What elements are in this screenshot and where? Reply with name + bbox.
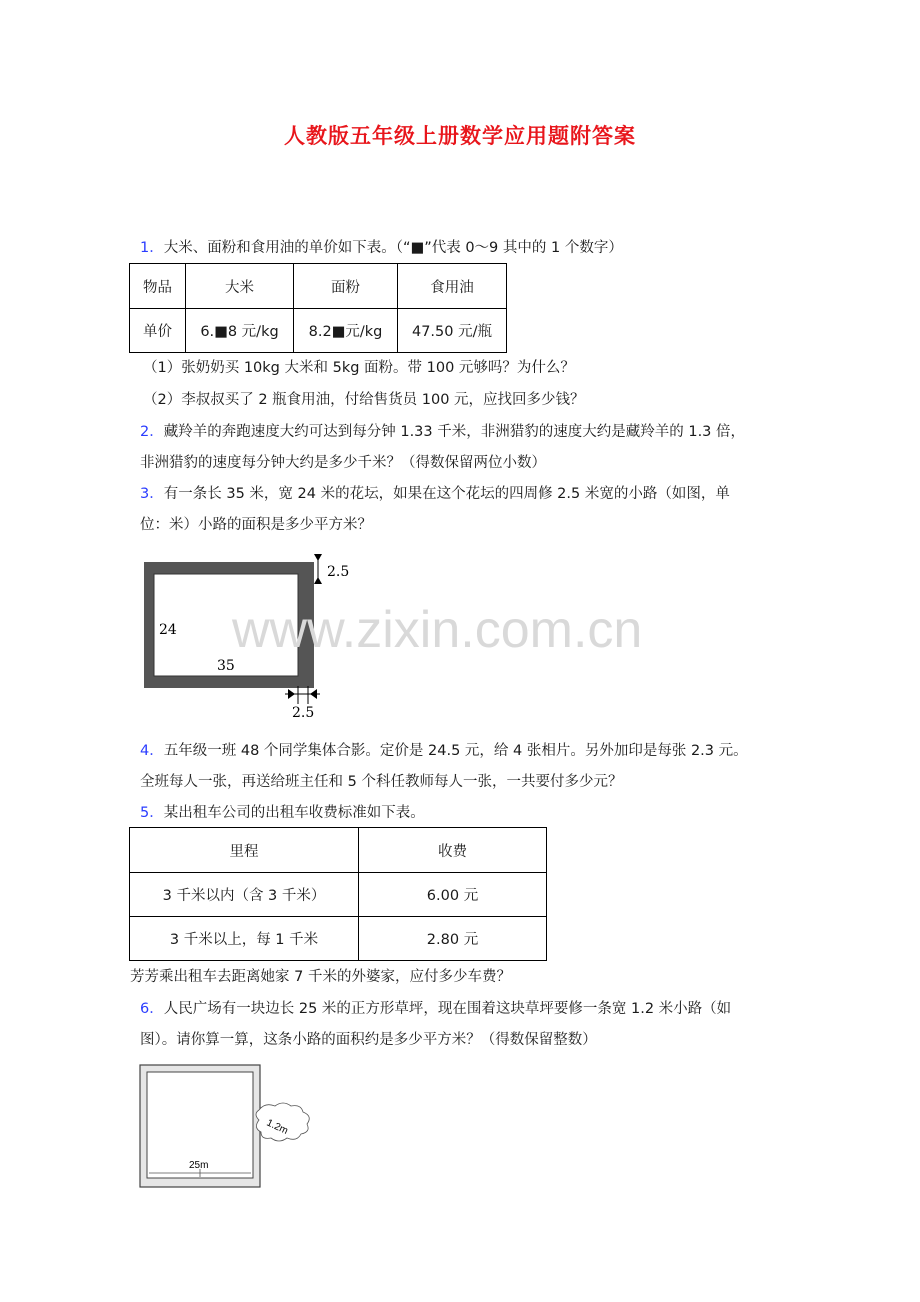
- question-text-continued: 全班每人一张，再送给班主任和 5 个科任教师每人一张，一共要付多少元？: [140, 774, 623, 790]
- question-number: 2．: [140, 424, 164, 440]
- question-4: [140, 741, 748, 761]
- table-cell: 3 千米以内（含 3 千米）: [130, 873, 359, 917]
- side-gap-label: 2.5: [292, 705, 315, 721]
- question-1: [140, 238, 623, 258]
- table-header-cell: 食用油: [398, 264, 507, 309]
- table-cell: 单价: [130, 309, 186, 353]
- sub-question-2: （2）李叔叔买了 2 瓶食用油，付给售货员 100 元，应找回多少钱？: [143, 392, 585, 408]
- table-header-cell: 大米: [186, 264, 294, 309]
- table-cell: 2.80 元: [359, 917, 547, 961]
- question-2: [140, 422, 745, 442]
- top-gap-label: 2.5: [327, 564, 350, 580]
- arrow-down-icon: [314, 554, 322, 561]
- question-5: [140, 803, 425, 823]
- lawn-path-figure: [135, 1060, 325, 1195]
- question-number: 4．: [140, 743, 164, 759]
- table-cell: 3 千米以上，每 1 千米: [130, 917, 359, 961]
- question-number: 1．: [140, 240, 164, 256]
- table-header-cell: 物品: [130, 264, 186, 309]
- question-number: 5．: [140, 805, 164, 821]
- question-text: 五年级一班 48 个同学集体合影。定价是 24.5 元，给 4 张相片。另外加印是每张 2.3 元。: [163, 743, 748, 759]
- arrow-up-icon: [314, 577, 322, 584]
- question-text: 人民广场有一块边长 25 米的正方形草坪，现在围着这块草坪要修一条宽 1.2 米小路（如: [163, 1001, 732, 1017]
- table-cell: 47.50 元/瓶: [398, 309, 507, 353]
- question-text: 有一条长 35 米，宽 24 米的花坛，如果在这个花坛的四周修 2.5 米宽的小路（如图，单: [163, 486, 730, 502]
- question-text: 藏羚羊的奔跑速度大约可达到每分钟 1.33 千米，非洲猎豹的速度大约是藏羚羊的 1.3 倍，: [163, 424, 746, 440]
- table-header-cell: 面粉: [294, 264, 398, 309]
- arrow-right-icon: [288, 689, 295, 699]
- question-number: 6．: [140, 1001, 164, 1017]
- width-label: 35: [217, 658, 235, 674]
- arrow-left-icon: [310, 689, 317, 699]
- page-title: 人教版五年级上册数学应用题附答案: [284, 124, 636, 148]
- table-cell: 6.00 元: [359, 873, 547, 917]
- question-3: [140, 484, 730, 504]
- question-followup: 芳芳乘出租车去距离她家 7 千米的外婆家，应付多少车费？: [130, 969, 511, 985]
- question-text: 大米、面粉和食用油的单价如下表。（“■”代表 0～9 其中的 1 个数字）: [163, 240, 623, 256]
- price-table: [129, 263, 507, 353]
- table-header-cell: 里程: [130, 828, 359, 873]
- question-6: [140, 999, 731, 1019]
- question-text: 某出租车公司的出租车收费标准如下表。: [163, 805, 425, 821]
- table-cell: 6.■8 元/kg: [186, 309, 294, 353]
- table-cell: 8.2■元/kg: [294, 309, 398, 353]
- watermark: www.zixin.com.cn: [232, 601, 643, 659]
- taxi-fare-table: [129, 827, 547, 961]
- question-number: 3．: [140, 486, 164, 502]
- height-label: 24: [159, 622, 177, 638]
- table-header-cell: 收费: [359, 828, 547, 873]
- sub-question-1: （1）张奶奶买 10kg 大米和 5kg 面粉。带 100 元够吗？为什么？: [143, 360, 575, 376]
- width-label: 1.2m: [264, 1117, 290, 1137]
- side-label: 25m: [189, 1160, 209, 1171]
- question-text-continued: 图）。请你算一算，这条小路的面积约是多少平方米？（得数保留整数）: [140, 1032, 597, 1048]
- question-text-continued: 非洲猎豹的速度每分钟大约是多少千米？（得数保留两位小数）: [140, 455, 546, 471]
- question-text-continued: 位：米）小路的面积是多少平方米？: [140, 517, 372, 533]
